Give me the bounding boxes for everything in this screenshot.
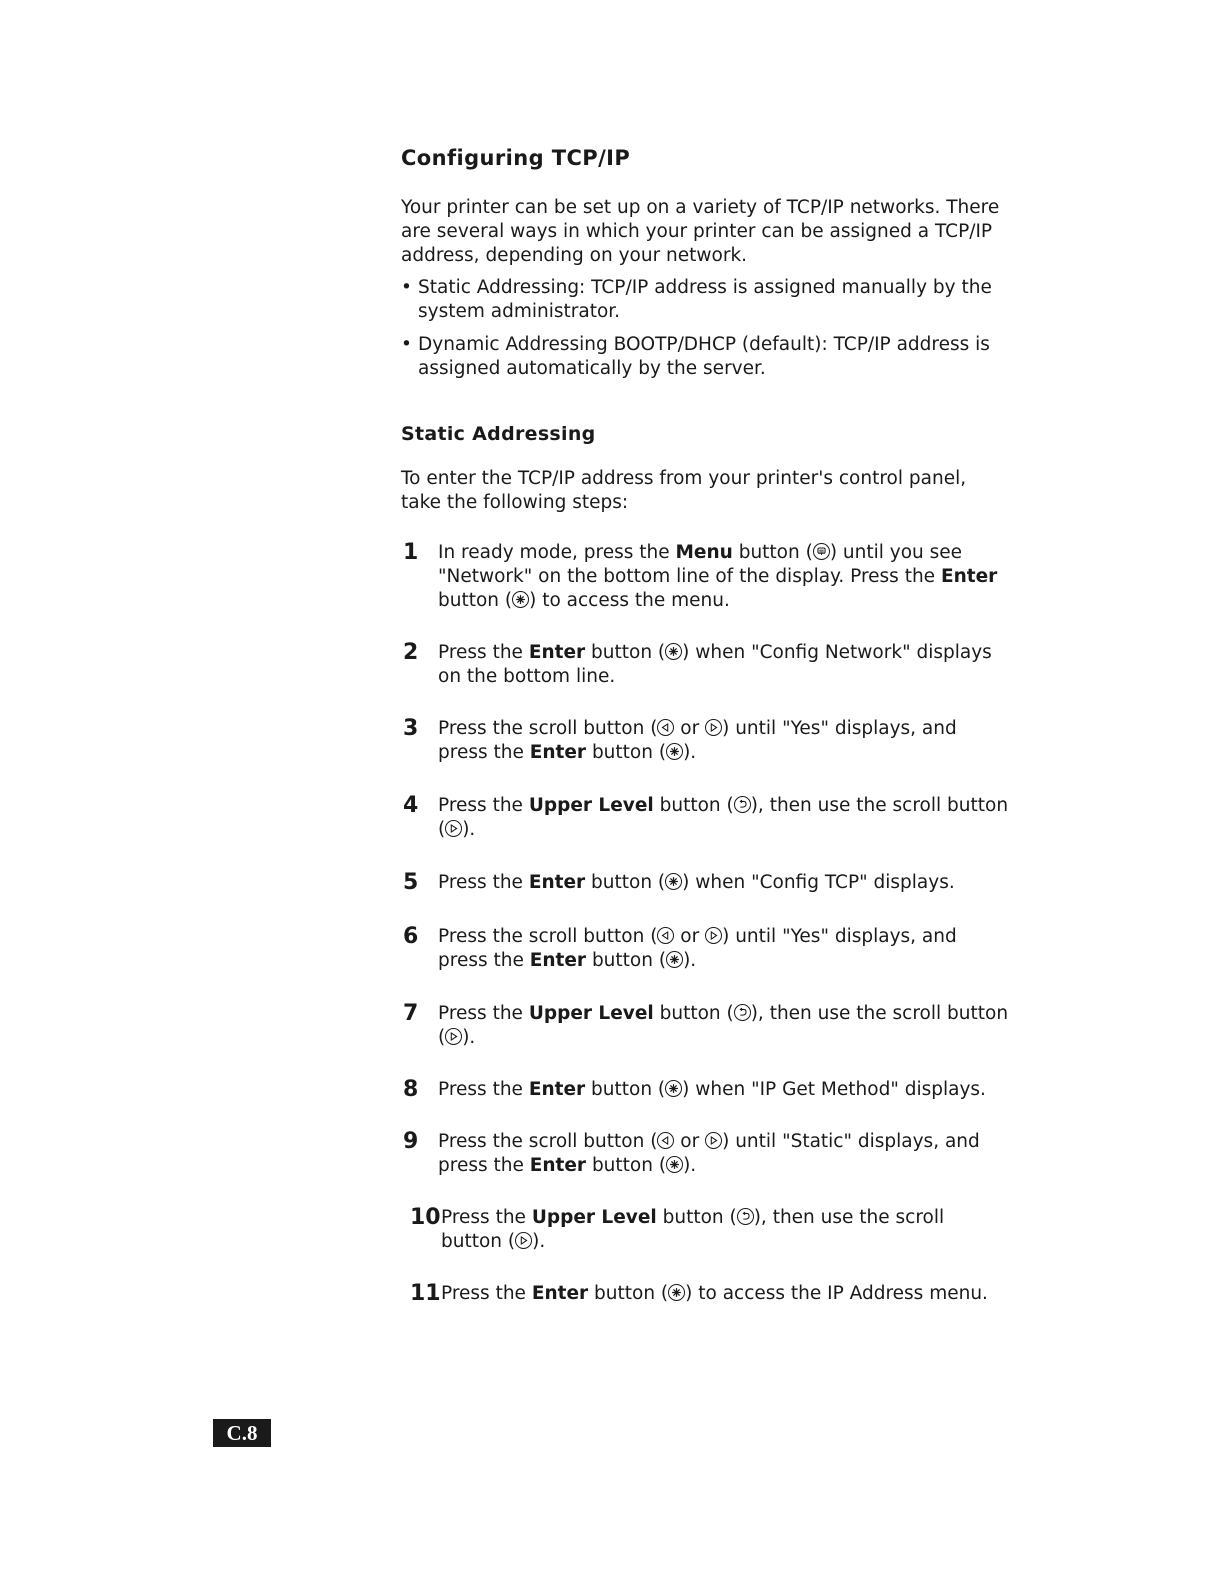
step-text-run: ), then use the scroll button ( (438, 795, 1009, 840)
button-name: Enter (940, 566, 998, 587)
step-text-run: button ( (732, 542, 813, 563)
bullet-dot-icon: • (401, 277, 412, 298)
step-text-run: button ( (586, 742, 667, 763)
step-text-run: ) when "Config TCP" displays. (682, 872, 955, 893)
step-text-run: button ( (653, 1003, 734, 1024)
step-text-run: button ( (585, 1079, 666, 1100)
scroll-right-icon (445, 820, 462, 837)
step-text (441, 1206, 1011, 1254)
step-text-run: In ready mode, press the (438, 542, 676, 563)
step-text-run: ) until "Static" displays, and press the (438, 1131, 980, 1176)
button-name: Enter (529, 1155, 587, 1176)
step-text-run: ) to access the IP Address menu. (685, 1283, 988, 1304)
step-list (401, 541, 1011, 1306)
step-number: 11 (410, 1281, 441, 1306)
step-text-run: button ( (438, 590, 513, 611)
step-text (438, 1078, 1011, 1102)
step-item (401, 1130, 1011, 1178)
bullet-text: Dynamic Addressing BOOTP/DHCP (default): TCP/IP address is assigned automatically by the server. (418, 334, 990, 379)
step-text-run: ), then use the scroll button ( (438, 1003, 1009, 1048)
step-text-run: ). (462, 819, 476, 840)
button-name: Enter (528, 872, 586, 893)
intro-paragraph: Your printer can be set up on a variety of TCP/IP networks. There are several ways in which your printer can be assigned a TCP/IP address, depending on your network. (401, 197, 1000, 266)
upper-level-icon (737, 1208, 754, 1225)
scroll-right-icon (515, 1232, 532, 1249)
upper-level-icon (734, 1004, 751, 1021)
step-text-run: button ( (656, 1207, 737, 1228)
enter-icon (665, 1080, 682, 1097)
step-number: 1 (403, 540, 419, 565)
page-content (401, 146, 1011, 1306)
enter-icon (665, 643, 682, 660)
enter-icon (666, 1156, 683, 1173)
step-item (401, 871, 1011, 895)
button-name: Enter (528, 1079, 586, 1100)
step-number: 3 (403, 716, 419, 741)
step-text-run: button ( (653, 795, 734, 816)
upper-level-icon (734, 796, 751, 813)
step-text-run: Press the scroll button ( (438, 718, 658, 739)
step-text-run: Press the (438, 1003, 529, 1024)
enter-icon (668, 1284, 685, 1301)
scroll-right-icon (705, 719, 722, 736)
step-item (401, 1078, 1011, 1102)
step-text (438, 1130, 1011, 1178)
menu-icon (813, 543, 830, 560)
step-number: 2 (403, 640, 419, 665)
button-name: Enter (529, 742, 587, 763)
step-text-run: button ( (585, 642, 666, 663)
scroll-right-icon (705, 927, 722, 944)
page-number-badge: C.8 (213, 1419, 271, 1447)
button-name: Upper Level (528, 1003, 654, 1024)
step-item (401, 541, 1011, 613)
step-item (401, 925, 1011, 973)
step-number: 4 (403, 793, 419, 818)
step-text-run: or (674, 718, 706, 739)
step-text-run: ), then use the scroll button ( (441, 1207, 945, 1252)
step-text-run: ) until "Yes" displays, and press the (438, 718, 957, 763)
step-text-run: button ( (588, 1283, 669, 1304)
step-item (401, 717, 1011, 765)
enter-icon (666, 951, 683, 968)
step-number: 8 (403, 1077, 419, 1102)
step-text (438, 794, 1011, 842)
step-text-run: Press the (441, 1283, 532, 1304)
step-text-run: ). (532, 1231, 546, 1252)
button-name: Menu (675, 542, 733, 563)
section-intro: To enter the TCP/IP address from your printer's control panel, take the following steps: (401, 468, 967, 513)
step-item (401, 1002, 1011, 1050)
enter-icon (665, 873, 682, 890)
scroll-left-icon (657, 719, 674, 736)
bullet-static-addressing (401, 276, 1011, 324)
step-item (401, 1206, 1011, 1254)
enter-icon (666, 743, 683, 760)
scroll-left-icon (657, 927, 674, 944)
step-text-run: or (674, 926, 706, 947)
step-item (401, 794, 1011, 842)
step-text-run: ) when "Config Network" displays on the bottom line. (438, 642, 992, 687)
step-text-run: button ( (586, 950, 667, 971)
step-text-run: Press the (438, 795, 529, 816)
scroll-left-icon (657, 1132, 674, 1149)
step-item (401, 1282, 1011, 1306)
bullet-text: Static Addressing: TCP/IP address is assigned manually by the system administrator. (418, 277, 992, 322)
enter-icon (512, 591, 529, 608)
step-text-run: ) to access the menu. (529, 590, 730, 611)
step-text-run: ). (683, 950, 697, 971)
step-text-run: ) when "IP Get Method" displays. (682, 1079, 986, 1100)
step-text-run: ) until you see "Network" on the bottom line of the display. Press the (438, 542, 963, 587)
step-text (438, 925, 1011, 973)
button-name: Enter (531, 1283, 589, 1304)
step-text-run: Press the (438, 1079, 529, 1100)
scroll-right-icon (445, 1028, 462, 1045)
bullet-dynamic-addressing (401, 333, 1011, 381)
step-number: 5 (403, 870, 419, 895)
step-text-run: Press the (441, 1207, 532, 1228)
step-item (401, 641, 1011, 689)
step-text-run: Press the scroll button ( (438, 926, 658, 947)
section-title: Static Addressing (401, 423, 596, 445)
step-number: 9 (403, 1129, 419, 1154)
button-name: Enter (529, 950, 587, 971)
scroll-right-icon (705, 1132, 722, 1149)
step-text-run: button ( (585, 872, 666, 893)
page-title: Configuring TCP/IP (401, 146, 631, 170)
step-text (438, 1002, 1011, 1050)
step-text-run: ). (683, 742, 697, 763)
button-name: Enter (528, 642, 586, 663)
step-text-run: Press the (438, 872, 529, 893)
step-text-run: button ( (586, 1155, 667, 1176)
bullet-dot-icon: • (401, 334, 412, 355)
button-name: Upper Level (531, 1207, 657, 1228)
step-text-run: Press the scroll button ( (438, 1131, 658, 1152)
step-text-run: Press the (438, 642, 529, 663)
button-name: Upper Level (528, 795, 654, 816)
step-text-run: ). (462, 1027, 476, 1048)
step-number: 10 (410, 1205, 441, 1230)
step-number: 6 (403, 924, 419, 949)
step-number: 7 (403, 1001, 419, 1026)
step-text (438, 641, 1011, 689)
addressing-bullet-list (401, 276, 1011, 381)
step-text (441, 1282, 1011, 1306)
step-text-run: ) until "Yes" displays, and press the (438, 926, 957, 971)
step-text (438, 717, 1011, 765)
step-text (438, 541, 1011, 613)
step-text-run: or (674, 1131, 706, 1152)
step-text (438, 871, 1011, 895)
step-text-run: ). (683, 1155, 697, 1176)
